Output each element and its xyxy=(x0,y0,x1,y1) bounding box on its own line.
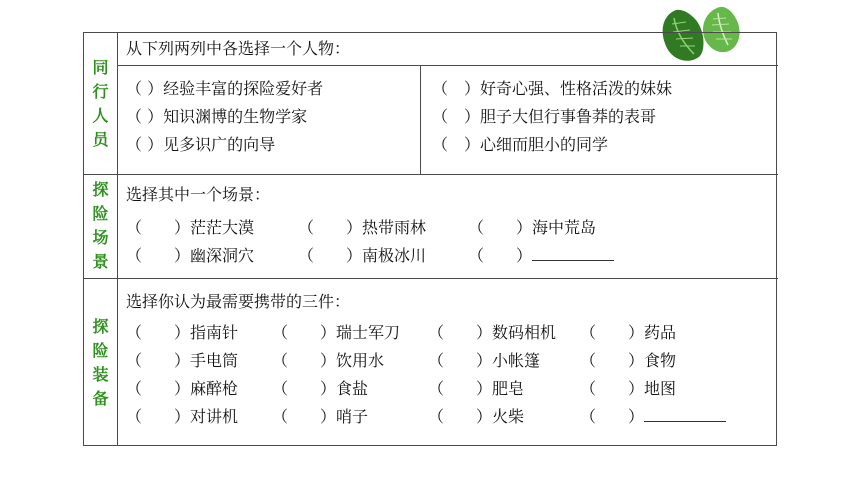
scene-option-label: （ ） xyxy=(468,246,533,265)
equipment-option[interactable]: （ ）数码相机 xyxy=(428,323,557,342)
scene-option[interactable]: （ ）南极冰川 xyxy=(298,246,427,265)
instruction-divider xyxy=(118,65,778,66)
equipment-option[interactable]: （ ）食物 xyxy=(580,351,677,370)
scene-instruction: 选择其中一个场景： xyxy=(126,185,271,204)
equipment-option[interactable]: （ ）小帐篷 xyxy=(428,351,541,370)
companion-option[interactable]: （ ）好奇心强、性格活泼的妹妹 xyxy=(432,79,673,98)
companion-option[interactable]: （ ）胆子大但行事鲁莽的表哥 xyxy=(432,107,657,126)
equipment-option[interactable]: （ ）药品 xyxy=(580,323,677,342)
equipment-option-label: （ ） xyxy=(580,407,645,426)
companions-instruction: 从下列两列中各选择一个人物： xyxy=(126,39,351,58)
scene-option[interactable]: （ ）热带雨林 xyxy=(298,218,427,237)
companion-option[interactable]: （ ）心细而胆小的同学 xyxy=(432,135,609,154)
exploration-worksheet xyxy=(83,32,777,446)
section-divider xyxy=(84,278,778,279)
equipment-option[interactable]: （ ）麻醉枪 xyxy=(126,379,239,398)
column-divider xyxy=(420,65,421,174)
scene-option[interactable]: （ ）茫茫大漠 xyxy=(126,218,255,237)
companion-option[interactable]: （ ）知识渊博的生物学家 xyxy=(126,107,308,126)
equipment-blank-line[interactable] xyxy=(644,403,726,422)
equipment-instruction: 选择你认为最需要携带的三件： xyxy=(126,292,351,311)
scene-label: 探 险 场 景 xyxy=(92,180,109,271)
scene-option[interactable]: （ ）海中荒岛 xyxy=(468,218,597,237)
companion-option[interactable]: （ ）见多识广的向导 xyxy=(126,135,276,154)
equipment-option[interactable]: （ ）指南针 xyxy=(126,323,239,342)
equipment-option[interactable]: （ ）哨子 xyxy=(272,407,369,426)
scene-blank-line[interactable] xyxy=(532,242,614,261)
equipment-option[interactable]: （ ）手电筒 xyxy=(126,351,239,370)
equipment-option[interactable]: （ ）肥皂 xyxy=(428,379,525,398)
equipment-option[interactable]: （ ）火柴 xyxy=(428,407,525,426)
equipment-option[interactable]: （ ）对讲机 xyxy=(126,407,239,426)
companion-option[interactable]: （ ）经验丰富的探险爱好者 xyxy=(126,79,324,98)
scene-option-custom[interactable] xyxy=(468,242,614,270)
equipment-option-custom[interactable] xyxy=(580,403,726,431)
scene-option[interactable]: （ ）幽深洞穴 xyxy=(126,246,255,265)
equipment-option[interactable]: （ ）饮用水 xyxy=(272,351,385,370)
equipment-option[interactable]: （ ）瑞士军刀 xyxy=(272,323,401,342)
companions-label: 同 行 人 员 xyxy=(92,57,109,149)
section-divider xyxy=(84,174,778,175)
equipment-label: 探 险 装 备 xyxy=(92,316,109,408)
equipment-option[interactable]: （ ）食盐 xyxy=(272,379,369,398)
equipment-option[interactable]: （ ）地图 xyxy=(580,379,677,398)
